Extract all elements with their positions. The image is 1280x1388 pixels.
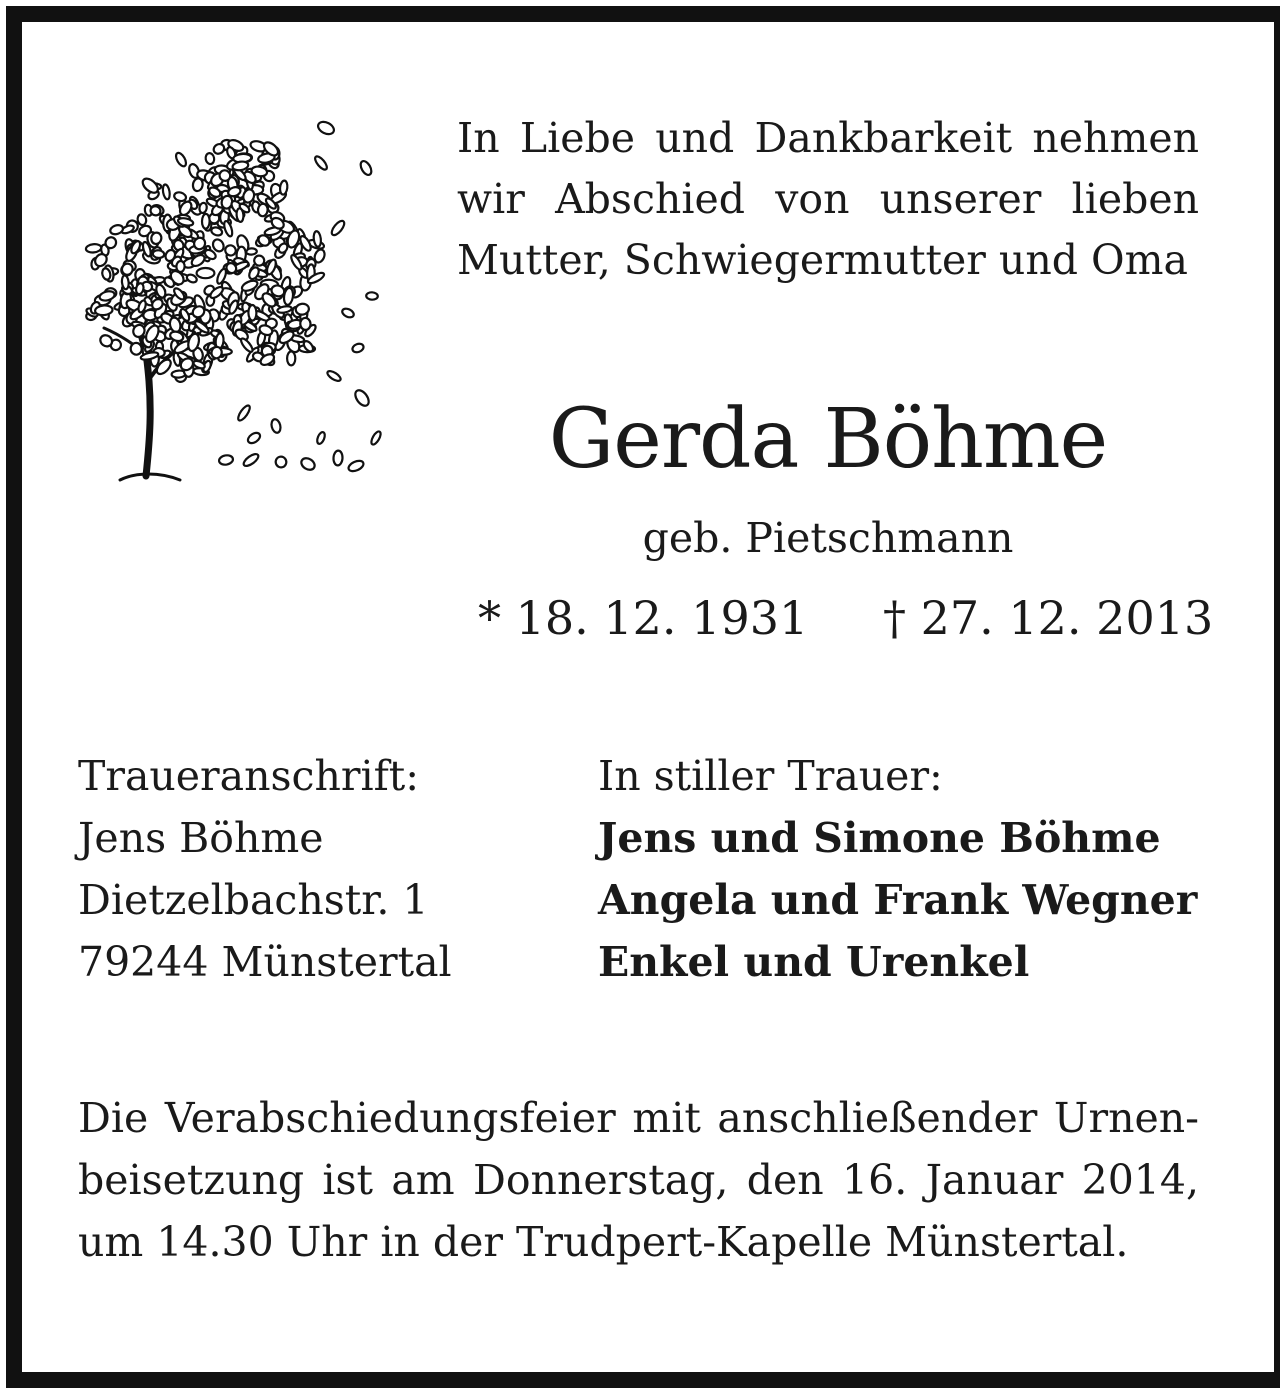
intro-line: In Liebe und Dankbarkeit nehmen: [457, 114, 1199, 162]
address-line: Dietzelbachstr. 1: [78, 876, 429, 924]
ceremony-info: [78, 1087, 1199, 1273]
ceremony-line: Die Verabschiedungsfeier mit anschließender Urnen-: [78, 1094, 1199, 1142]
mourners-heading: In stiller Trauer:: [598, 752, 943, 800]
intro-text: [457, 108, 1199, 291]
mourner-line: Enkel und Urenkel: [598, 938, 1030, 986]
intro-line: wir Abschied von unserer lieben: [457, 175, 1199, 223]
intro-line: Mutter, Schwiegermutter und Oma: [457, 236, 1188, 284]
deceased-name: Gerda Böhme: [548, 392, 1108, 487]
address-line: 79244 Münstertal: [78, 938, 452, 986]
mourners-list: [598, 745, 1197, 993]
ceremony-line: um 14.30 Uhr in der Trudpert-Kapelle Münstertal.: [78, 1218, 1129, 1266]
tree-with-falling-leaves-icon: [76, 108, 386, 488]
address-line: Jens Böhme: [78, 814, 324, 862]
mourner-line: Jens und Simone Böhme: [598, 814, 1161, 862]
mourner-line: Angela und Frank Wegner: [598, 876, 1198, 924]
maiden-name: geb. Pietschmann: [642, 514, 1014, 562]
ceremony-line: beisetzung ist am Donnerstag, den 16. Januar 2014,: [78, 1156, 1199, 1204]
mourning-address: [78, 745, 452, 993]
death-date: † 27. 12. 2013: [883, 591, 1214, 645]
birth-date: * 18. 12. 1931: [478, 591, 809, 645]
address-heading: Traueranschrift:: [78, 752, 420, 800]
